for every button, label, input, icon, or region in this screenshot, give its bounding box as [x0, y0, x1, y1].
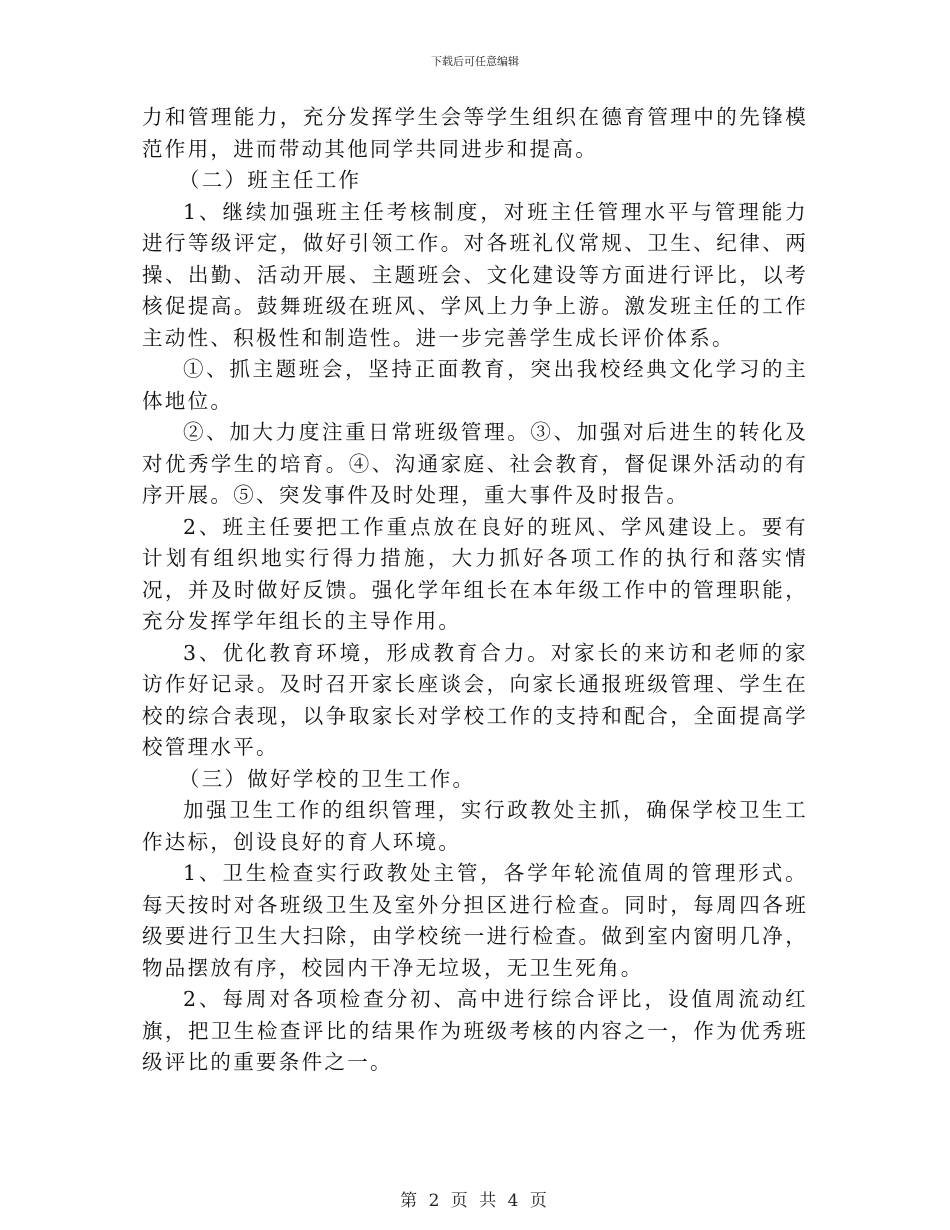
- paragraph-item-1: 1、继续加强班主任考核制度，对班主任管理水平与管理能力进行等级评定，做好引领工作。对各班礼仪常规、卫生、纪律、两操、出勤、活动开展、主题班会、文化建设等方面进行评比，以考核促提高。鼓舞班级在班风、学风上力争上游。激发班主任的工作主动性、积极性和制造性。进一步完善学生成长评价体系。: [142, 199, 808, 350]
- section-heading-head-teacher-work: （二）班主任工作: [178, 168, 362, 192]
- paragraph-sub-item-1: ①、抓主题班会，坚持正面教育，突出我校经典文化学习的主体地位。: [142, 357, 808, 413]
- page-header: 下载后可任意编辑: [431, 55, 519, 68]
- paragraph-item-2: 2、班主任要把工作重点放在良好的班风、学风建设上。要有计划有组织地实行得力措施，大力抓好各项工作的执行和落实情况，并及时做好反馈。强化学年组长在本年级工作中的管理职能，充分发挥学年组长的主导作用。: [142, 514, 808, 633]
- paragraph-item-3: 3、优化教育环境，形成教育合力。对家长的来访和老师的家访作好记录。及时召开家长座谈会，向家长通报班级管理、学生在校的综合表现，以争取家长对学校工作的支持和配合，全面提高学校管理水平。: [142, 640, 808, 759]
- paragraph-sub-items-2-5: ②、加大力度注重日常班级管理。③、加强对后进生的转化及对优秀学生的培育。④、沟通家庭、社会教育，督促课外活动的有序开展。⑤、突发事件及时处理，重大事件及时报告。: [142, 420, 808, 507]
- page-footer: 第 2 页 共 4 页: [400, 1191, 550, 1211]
- section-heading-hygiene-work: （三）做好学校的卫生工作。: [178, 766, 476, 791]
- paragraph-hygiene-intro: 加强卫生工作的组织管理，实行政教处主抓，确保学校卫生工作达标，创设良好的育人环境。: [142, 798, 808, 854]
- paragraph-continuation: 力和管理能力，充分发挥学生会等学生组织在德育管理中的先锋模范作用，进而带动其他同学共同进步和提高。: [142, 105, 808, 161]
- paragraph-hygiene-item-1: 1、卫生检查实行政教处主管，各学年轮流值周的管理形式。每天按时对各班级卫生及室外分担区进行检查。同时，每周四各班级要进行卫生大扫除，由学校统一进行检查。做到室内窗明几净，物品摆放有序，校园内干净无垃圾，无卫生死角。: [142, 861, 808, 980]
- document-body: [142, 102, 808, 1079]
- paragraph-hygiene-item-2: 2、每周对各项检查分初、高中进行综合评比，设值周流动红旗，把卫生检查评比的结果作为班级考核的内容之一，作为优秀班级评比的重要条件之一。: [142, 987, 808, 1074]
